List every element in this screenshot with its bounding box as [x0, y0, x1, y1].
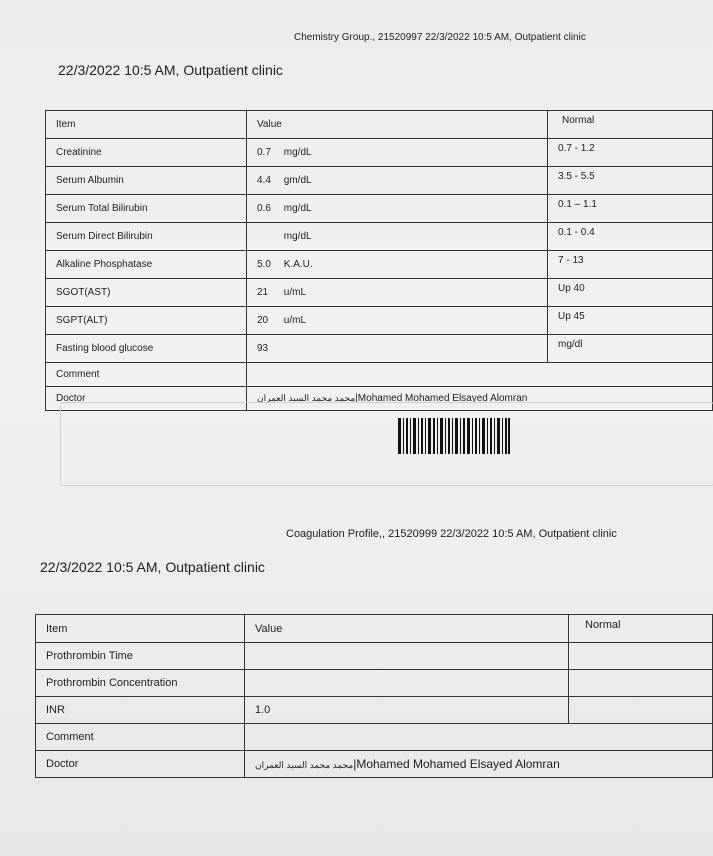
- item-value: 0.7: [257, 147, 271, 158]
- item-value: 4.4: [257, 175, 271, 186]
- item-name: INR: [36, 697, 245, 724]
- column-header-item: Item: [36, 615, 245, 643]
- item-unit: u/mL: [283, 287, 307, 298]
- item-name: Prothrombin Time: [36, 643, 245, 670]
- item-name: Creatinine: [46, 139, 247, 167]
- item-value: 0.6: [257, 203, 271, 214]
- item-name: Serum Direct Bilirubin: [46, 223, 247, 251]
- coagulation-header: Coagulation Profile,, 21520999 22/3/2022 10:5 AM, Outpatient clinic: [286, 528, 617, 540]
- chemistry-datetime: 22/3/2022 10:5 AM, Outpatient clinic: [58, 62, 283, 78]
- coagulation-table: [35, 614, 713, 778]
- doctor-label: Doctor: [36, 751, 245, 778]
- item-name: Fasting blood glucose: [46, 335, 247, 363]
- column-header-value: Value: [247, 111, 548, 139]
- item-value-cell: [247, 307, 548, 335]
- column-header-value: Value: [245, 615, 569, 643]
- item-value-cell: [247, 223, 548, 251]
- table-row: [46, 335, 713, 363]
- item-normal: [569, 643, 713, 670]
- item-value: 5.0: [257, 259, 271, 270]
- item-value: 20: [257, 315, 269, 326]
- table-row: [46, 223, 713, 251]
- item-value: 1.0: [245, 697, 569, 724]
- item-value: [245, 643, 569, 670]
- column-header-item: Item: [46, 111, 247, 139]
- item-normal: Up 45: [548, 307, 713, 335]
- comment-row: [36, 724, 713, 751]
- item-value-cell: [247, 335, 548, 363]
- item-name: Alkaline Phosphatase: [46, 251, 247, 279]
- comment-label: Comment: [46, 363, 247, 387]
- chemistry-header: Chemistry Group., 21520997 22/3/2022 10:5 AM, Outpatient clinic: [294, 32, 586, 43]
- item-name: Prothrombin Concentration: [36, 670, 245, 697]
- table-header-row: [46, 111, 713, 139]
- item-unit: mg/dL: [283, 147, 312, 158]
- table-row: [36, 643, 713, 670]
- doctor-name: |Mohamed Mohamed Elsayed Alomran: [353, 757, 560, 771]
- table-row: [36, 697, 713, 724]
- item-value: [245, 670, 569, 697]
- item-name: SGOT(AST): [46, 279, 247, 307]
- doctor-name: |Mohamed Mohamed Elsayed Alomran: [355, 393, 528, 404]
- item-normal: 0.1 – 1.1: [548, 195, 713, 223]
- item-normal: Up 40: [548, 279, 713, 307]
- column-header-normal: Normal: [548, 111, 713, 139]
- table-row: [46, 195, 713, 223]
- item-value: 93: [257, 343, 269, 354]
- table-row: [46, 279, 713, 307]
- comment-label: Comment: [36, 724, 245, 751]
- doctor-name-arabic: محمد محمد السيد العمران: [255, 760, 354, 770]
- doctor-value: [245, 751, 713, 778]
- blank-box: [60, 402, 713, 486]
- barcode-image: [398, 418, 510, 454]
- item-normal: 0.7 - 1.2: [548, 139, 713, 167]
- item-value-cell: [247, 251, 548, 279]
- table-header-row: [36, 615, 713, 643]
- comment-value: [247, 363, 713, 387]
- item-unit: u/mL: [283, 315, 307, 326]
- item-value-cell: [247, 195, 548, 223]
- item-value-cell: [247, 279, 548, 307]
- table-row: [46, 139, 713, 167]
- item-unit: gm/dL: [283, 175, 312, 186]
- doctor-label: Doctor: [46, 387, 247, 411]
- item-value-cell: [247, 167, 548, 195]
- doctor-name-arabic: محمد محمد السيد العمران: [257, 393, 356, 403]
- item-normal: 7 - 13: [548, 251, 713, 279]
- item-name: Serum Total Bilirubin: [46, 195, 247, 223]
- table-row: [46, 251, 713, 279]
- item-normal: [569, 670, 713, 697]
- item-name: SGPT(ALT): [46, 307, 247, 335]
- comment-row: [46, 363, 713, 387]
- item-unit: mg/dL: [283, 231, 312, 242]
- chemistry-table: [45, 110, 713, 411]
- table-row: [36, 670, 713, 697]
- item-normal: 3.5 - 5.5: [548, 167, 713, 195]
- item-unit: mg/dL: [283, 203, 312, 214]
- coagulation-datetime: 22/3/2022 10:5 AM, Outpatient clinic: [40, 559, 265, 575]
- item-unit: K.A.U.: [283, 259, 313, 270]
- column-header-normal: Normal: [569, 615, 713, 643]
- doctor-row: [36, 751, 713, 778]
- item-normal: mg/dl: [548, 335, 713, 363]
- item-normal: [569, 697, 713, 724]
- item-name: Serum Albumin: [46, 167, 247, 195]
- item-value-cell: [247, 139, 548, 167]
- item-normal: 0.1 - 0.4: [548, 223, 713, 251]
- table-row: [46, 167, 713, 195]
- item-value: 21: [257, 287, 269, 298]
- table-row: [46, 307, 713, 335]
- comment-value: [245, 724, 713, 751]
